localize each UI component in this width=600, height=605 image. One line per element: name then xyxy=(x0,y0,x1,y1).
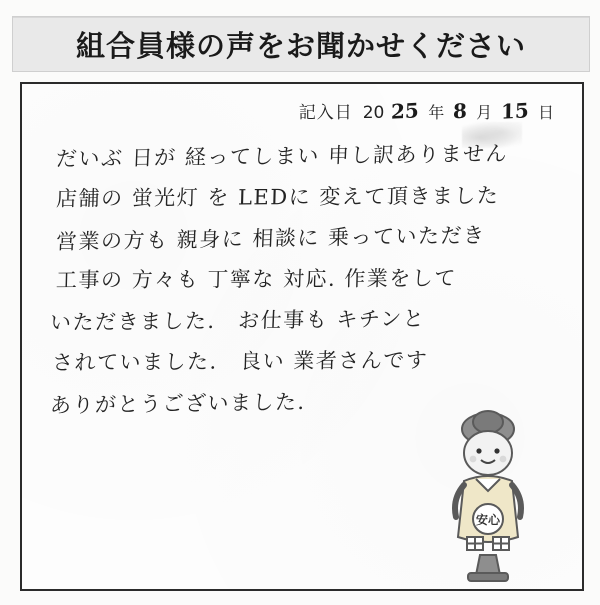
mascot-badge-label: 安心 xyxy=(475,513,501,527)
date-month-unit: 月 xyxy=(476,103,493,122)
message-line: ありがとうございました. xyxy=(49,389,307,418)
message-line: 工事の 方々も 丁寧な 対応. 作業をして xyxy=(55,266,458,293)
date-year-unit: 年 xyxy=(428,103,445,122)
feedback-sheet xyxy=(20,82,584,591)
handwritten-message xyxy=(49,141,548,433)
date-row xyxy=(299,98,556,123)
message-line: 営業の方も 親身に 相談に 乗っていただき xyxy=(55,223,486,254)
page-title: 組合員様の声をお聞かせください xyxy=(75,28,526,63)
message-line: 店舗の 蛍光灯 を LEDに 変えて頂きました xyxy=(55,183,500,211)
date-month-value: 8 xyxy=(453,98,468,124)
message-line: だいぶ 日が 経ってしまい 申し訳ありません xyxy=(55,141,509,172)
date-year-prefix: 20 xyxy=(362,103,385,123)
anshin-mascot-icon xyxy=(428,405,548,585)
banner-header xyxy=(12,16,590,72)
message-line: いただきました. お仕事も キチンと xyxy=(49,306,426,335)
date-day-value: 15 xyxy=(500,98,530,124)
date-label: 記入日 xyxy=(298,103,353,123)
date-day-unit: 日 xyxy=(537,103,554,122)
message-line: されていました. 良い 業者さんです xyxy=(51,348,429,375)
date-year-value: 25 xyxy=(391,98,420,124)
